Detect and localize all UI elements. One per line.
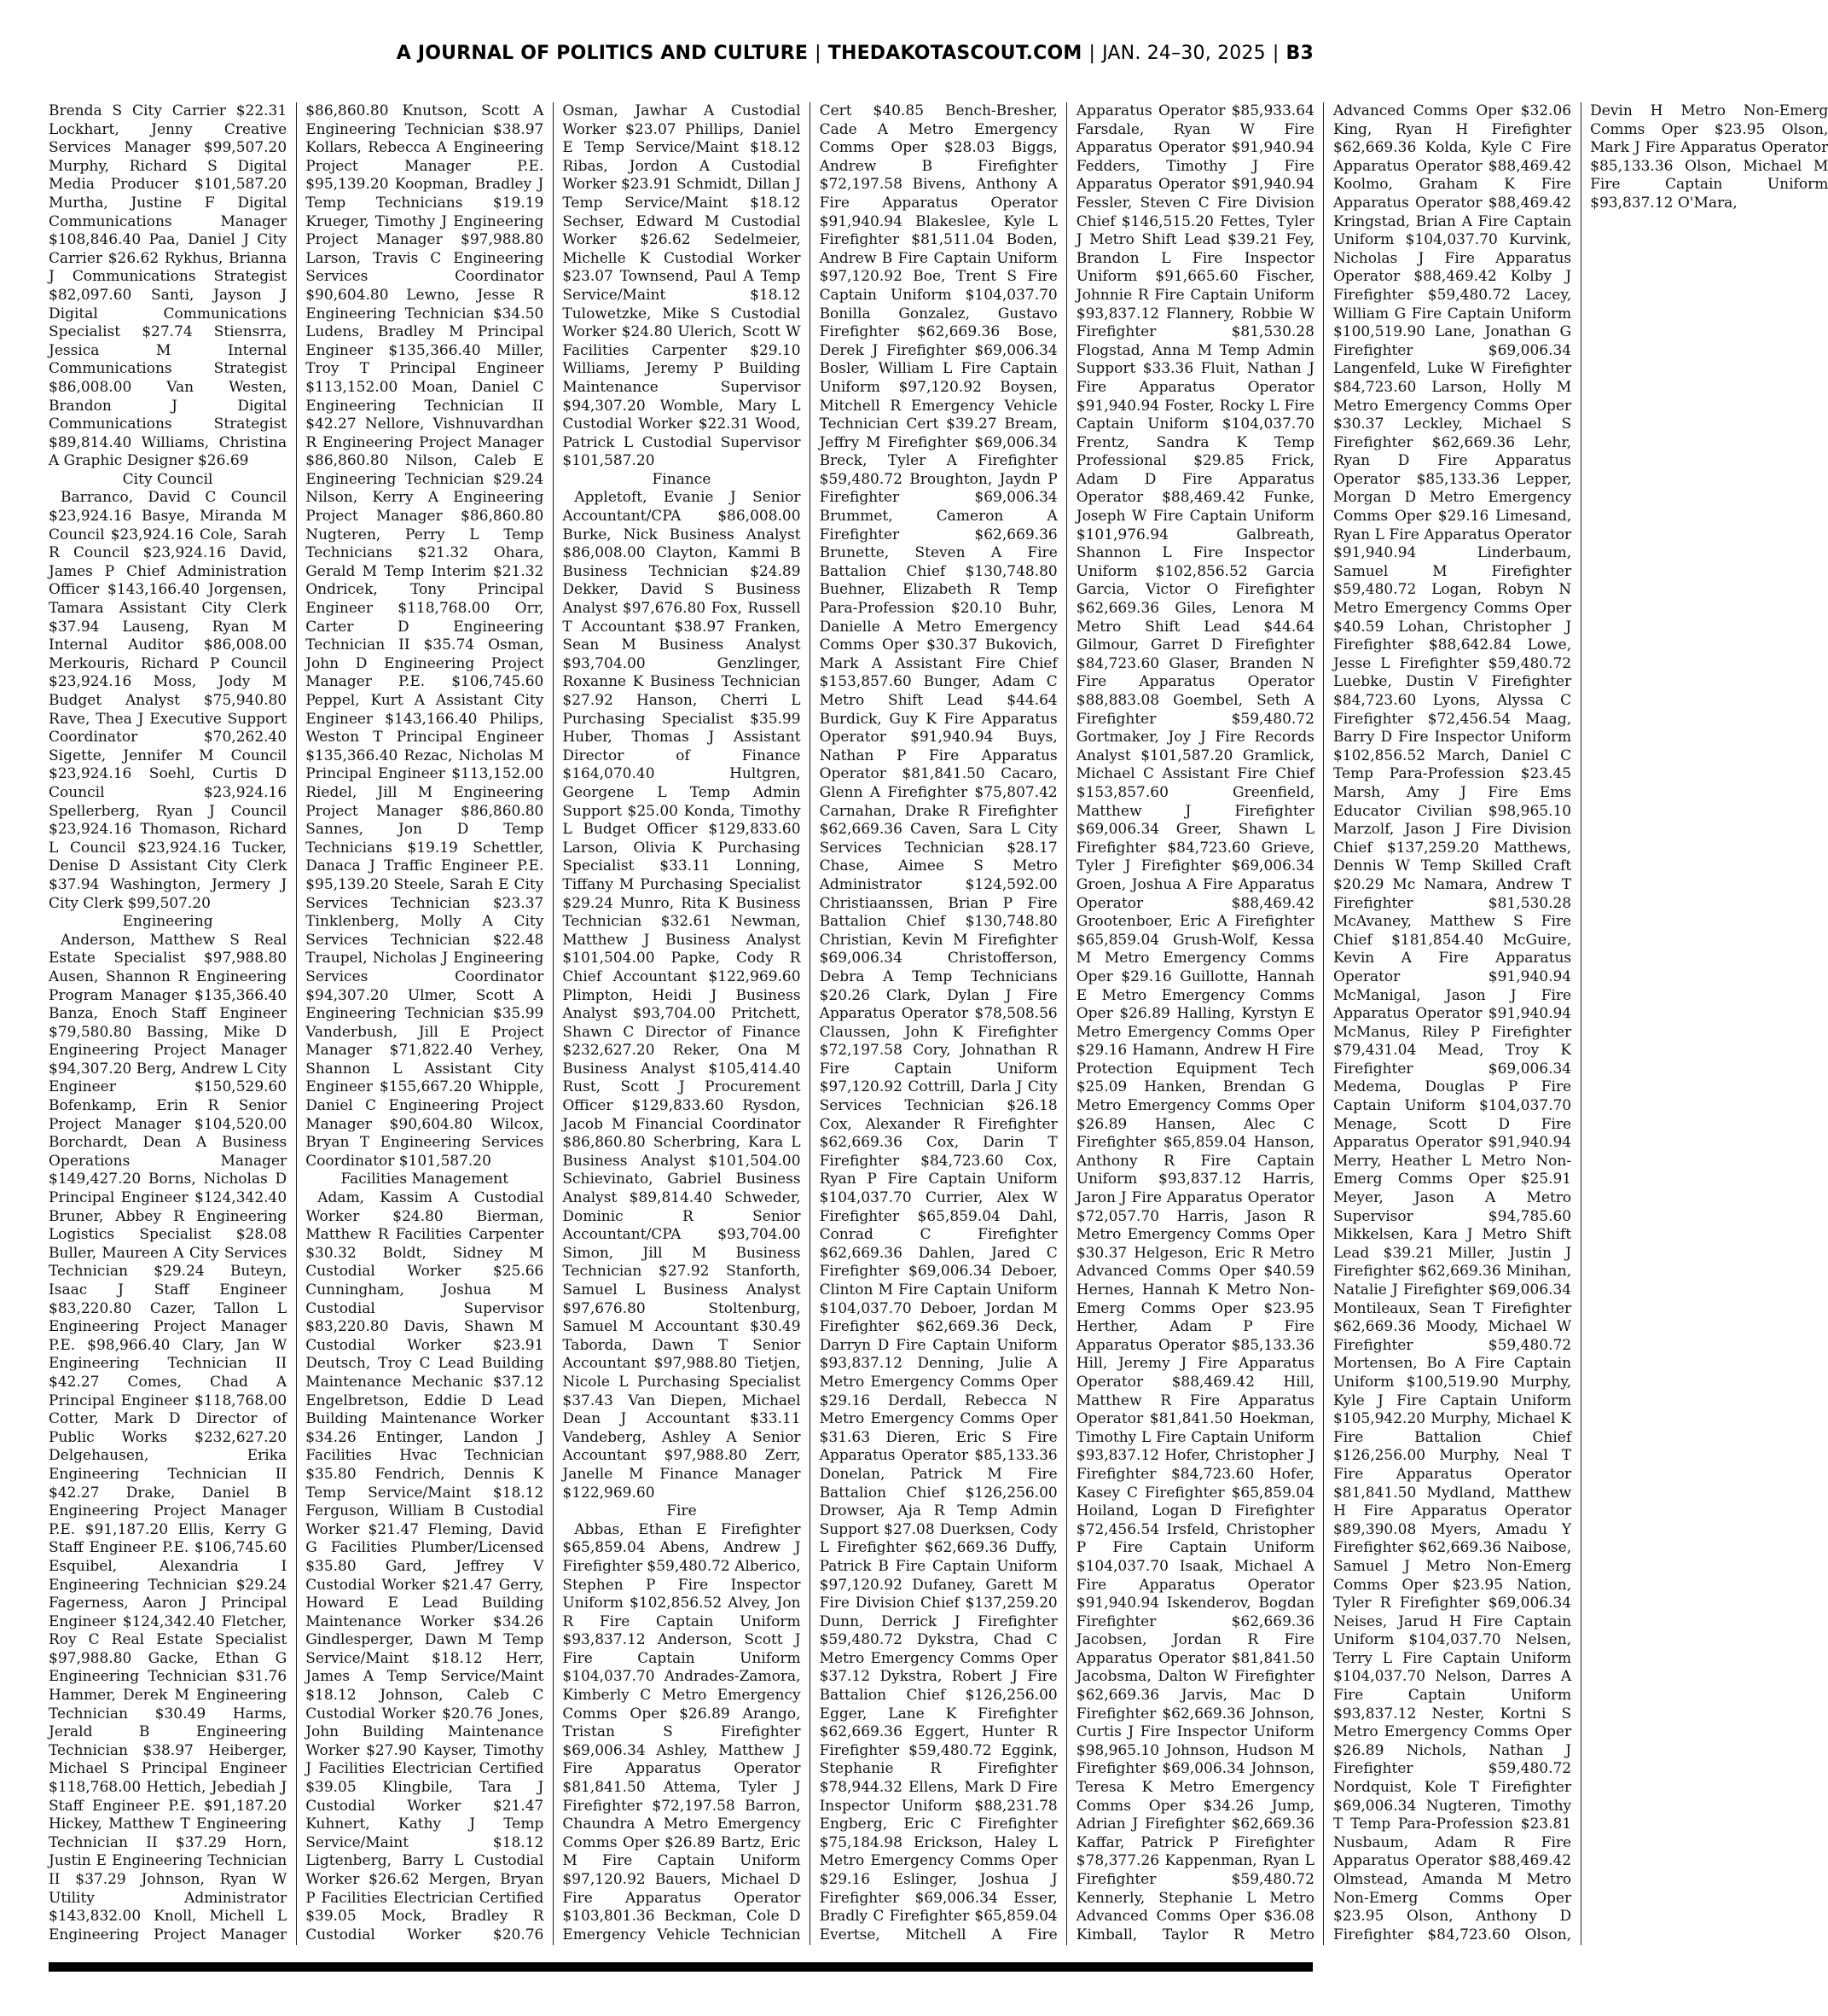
section-body-city-council: Barranco, David C Council $23,924.16 Basye, Miranda M Council $23,924.16 Cole, Sarah R Council $23,924.16 David, James P Chief Administration Officer $143,166.40 Jorgensen, Tamara Assistant City Clerk $37.94 Lauseng, Ryan M Internal Auditor $86,008.00 Merkouris, Richard P Council $23,924.16 Moss, Jody M Budget Analyst $75,940.80 Rave, Thea J Executive Support Coordinator $70,262.40 Sigette, Jennifer M Council $23,924.16 Soehl, Curtis D Council $23,924.16 Spellerberg, Ryan J Council $23,924.16 Thomason, Richard L Council $23,924.16 Tucker, Denise D Assistant City Clerk $37.94 Washington, Jermery J City Clerk $99,507.20 (49, 489, 287, 912)
section-body-facilities-management: Adam, Kassim A Custodial Worker $24.80 Bierman, Matthew R Facilities Carpenter $30.32 Boldt, Sidney M Custodial Worker $25.66 Cunningham, Joshua M Custodial Supervisor $83,220.80 Davis, Shawn M Custodial Worker $23.91 Deutsch, Troy C Lead Building Maintenance Mechanic $37.12 Engelbretson, Eddie D Lead Building Maintenance Worker $34.26 Entinger, Landon J Facilities Hvac Technician $35.80 Fendrich, Dennis K Temp Service/Maint $18.12 Ferguson, William B Custodial Worker $21.47 Fleming, David G Facilities Plumber/Licensed $35.80 Gard, Jeffrey V Custodial Worker $21.47 Gerry, Howard E Lead Building Maintenance Worker $34.26 Gindlesperger, Dawn M Temp Service/Maint $18.12 Herr, James A Temp Service/Maint $18.12 Johnson, Caleb C Custodial Worker $20.76 Jones, John Building Maintenance Worker $27.90 Kayser, Timothy J Facilities Electrician Certified $39.05 Klingbile, Tara J Custodial Worker $21.47 Kuhnert, Kathy J Temp Service/Maint $18.12 Ligtenberg, Barry L Custodial Worker $26.62 Mergen, Bryan P Facilities Electrician Certified $39.05 Mock, Bradley R Custodial Worker $20.76 Osman, Jawhar A Custodial Worker $23.07 Phillips, Daniel E Temp Service/Maint $18.12 Ribas, Jordon A Custodial Worker $23.91 Schmidt, Dillan J Temp Service/Maint $18.12 Sechser, Edward M Custodial Worker $26.62 Sedelmeier, Michelle K Custodial Worker $23.07 Townsend, Paul A Temp Service/Maint $18.12 Tulowetzke, Mike S Custodial Worker $24.80 Ulerich, Scott W Facilities Carpenter $29.10 Williams, Jeremy P Building Maintenance Supervisor $94,307.20 Womble, Mary L Custodial Worker $22.31 Wood, Patrick L Custodial Supervisor $101,587.20 (305, 102, 801, 1943)
publication-tagline: A JOURNAL OF POLITICS AND CULTURE (396, 43, 809, 64)
section-body: Brenda S City Carrier $22.31 Lockhart, Jenny Creative Services Manager $99,507.20 Murphy, Richard S Digital Media Producer $101,587.20 Murtha, Justine F Digital Communications Manager $108,846.40 Paa, Daniel J City Carrier $26.62 Rykhus, Brianna J Communications Strategist $82,097.60 Santi, Jayson J Digital Communications Specialist $27.74 Stiensrra, Jessica M Internal Communications Strategist $86,008.00 Van Westen, Brandon J Digital Communications Strategist $89,814.40 Williams, Christina A Graphic Designer $26.69 (49, 102, 287, 470)
section-body-engineering: Anderson, Matthew S Real Estate Specialist $97,988.80 Ausen, Shannon R Engineering Program Manager $135,366.40 Banza, Enoch Staff Engineer $79,580.80 Bassing, Mike D Engineering Project Manager $94,307.20 Berg, Andrew L City Engineer $150,529.60 Bofenkamp, Erin R Senior Project Manager $104,520.00 Borchardt, Dean A Business Operations Manager $149,427.20 Borns, Nicholas D Principal Engineer $124,342.40 Bruner, Abbey R Engineering Logistics Specialist $28.08 Buller, Maureen A City Services Technician $29.24 Buteyn, Isaac J Staff Engineer $83,220.80 Cazer, Tallon L Engineering Project Manager P.E. $98,966.40 Clary, Jan W Engineering Technician II $42.27 Comes, Chad A Principal Engineer $118,768.00 Cotter, Mark D Director of Public Works $232,627.20 Delgehausen, Erika Engineering Technician II $42.27 Drake, Daniel B Engineering Project Manager P.E. $91,187.20 Ellis, Kerry G Staff Engineer P.E. $106,745.60 Esquibel, Alexandria I Engineering Technician $29.24 Fagerness, Aaron J Principal Engineer $124,342.40 Fletcher, Roy C Real Estate Specialist $97,988.80 Gacke, Ethan G Engineering Technician $31.76 Hammer, Derek M Engineering Technician $30.49 Harms, Jerald B Engineering Technician $38.97 Heiberger, Michael S Principal Engineer $118,768.00 Hettich, Jebediah J Staff Engineer P.E. $91,187.20 Hickey, Matthew T Engineering Technician II $37.29 Horn, Justin E Engineering Technician II $37.29 Johnson, Ryan W Utility Administrator $143,832.00 Knoll, Michell L Engineering Project Manager $86,860.80 Knutson, Scott A Engineering Technician $38.97 Kollars, Rebecca A Engineering Project Manager P.E. $95,139.20 Koopman, Bradley J Temp Technicians $19.19 Krueger, Timothy J Engineering Project Manager $97,988.80 Larson, Travis C Engineering Services Coordinator $90,604.80 Lewno, Jesse R Engineering Technician $34.50 Ludens, Bradley M Principal Engineer $135,366.40 Miller, Troy T Principal Engineer $113,152.00 Moan, Daniel C Engineering Technician II $42.27 Nellore, Vishnuvardhan R Engineering Project Manager $86,860.80 Nilson, Caleb E Engineering Technician $29.24 Nilson, Kerry A Engineering Project Manager $86,860.80 Nugteren, Perry L Temp Technicians $21.32 Ohara, Gerald M Temp Interim $21.32 Ondricek, Tony Principal Engineer $118,768.00 Orr, Carter D Engineering Technician II $35.74 Osman, John D Engineering Project Manager P.E. $106,745.60 Peppel, Kurt A Assistant City Engineer $143,166.40 Philips, Weston T Principal Engineer $135,366.40 Rezac, Nicholas M Principal Engineer $113,152.00 Riedel, Jill M Engineering Project Manager $86,860.80 Sannes, Jon D Temp Technicians $19.19 Schettler, Danaca J Traffic Engineer P.E. $95,139.20 Steele, Sarah E City Services Technician $23.37 Tinklenberg, Molly A City Services Technician $22.48 Traupel, Nicholas J Engineering Services Coordinator $94,307.20 Ulmer, Scott A Engineering Technician $35.99 Vanderbush, Jill E Project Manager $71,822.40 Verhey, Shannon L Assistant City Engineer $155,667.20 Whipple, Daniel C Engineering Project Manager $90,604.80 Wilcox, Bryan T Engineering Services Coordinator $101,587.20 (49, 102, 544, 1943)
website-link[interactable]: THEDAKOTASCOUT.COM (827, 43, 1082, 64)
section-heading-city-council: City Council (122, 470, 213, 488)
section-heading-engineering: Engineering (122, 913, 213, 931)
header-separator: | (1088, 43, 1096, 64)
section-heading-facilities-management: Facilities Management (340, 1171, 509, 1188)
issue-date: JAN. 24–30, 2025 (1102, 43, 1266, 64)
header-separator: | (815, 43, 821, 64)
section-heading-fire: Fire (666, 1502, 697, 1520)
bottom-rule (49, 1962, 1313, 1972)
section-heading-finance: Finance (652, 470, 711, 488)
page-header (48, 43, 1314, 64)
header-separator: | (1272, 43, 1280, 64)
section-body-fire: Abbas, Ethan E Firefighter $65,859.04 Abens, Andrew J Firefighter $59,480.72 Alberico, Stephen P Fire Inspector Uniform $102,856.52 Alvey, Jon R Fire Captain Uniform $93,837.12 Anderson, Scott J Fire Captain Uniform $104,037.70 Andrades-Zamora, Kimberly C Metro Emergency Comms Oper $26.89 Arango, Tristan S Firefighter $69,006.34 Ashley, Matthew J Fire Apparatus Operator $81,841.50 Attema, Tyler J Firefighter $72,197.58 Barron, Chaundra A Metro Emergency Comms Oper $26.89 Bartz, Eric M Fire Captain Uniform $97,120.92 Bauers, Michael D Fire Apparatus Operator $103,801.36 Beckman, Cole D Emergency Vehicle Technician Cert $40.85 Bench-Bresher, Cade A Metro Emergency Comms Oper $28.03 Biggs, Andrew B Firefighter $72,197.58 Bivens, Anthony A Fire Apparatus Operator $91,940.94 Blakeslee, Kyle L Firefighter $81,511.04 Boden, Andrew B Fire Captain Uniform $97,120.92 Boe, Trent S Fire Captain Uniform $104,037.70 Bonilla Gonzalez, Gustavo Firefighter $62,669.36 Bose, Derek J Firefighter $69,006.34 Bosler, William L Fire Captain Uniform $97,120.92 Boysen, Mitchell R Emergency Vehicle Technician Cert $39.27 Bream, Jeffry M Firefighter $69,006.34 Breck, Tyler A Firefighter $59,480.72 Broughton, Jaydn P Firefighter $69,006.34 Brummet, Cameron A Firefighter $62,669.36 Brunette, Steven A Fire Battalion Chief $130,748.80 Buehner, Elizabeth R Temp Para-Profession $20.10 Buhr, Danielle A Metro Emergency Comms Oper $30.37 Bukovich, Mark A Assistant Fire Chief $153,857.60 Bunger, Adam C Metro Shift Lead $44.64 Burdick, Guy K Fire Apparatus Operator $91,940.94 Buys, Nathan P Fire Apparatus Operator $81,841.50 Cacaro, Glenn A Firefighter $75,807.42 Carnahan, Drake R Firefighter $62,669.36 Caven, Sara L City Services Technician $28.17 Chase, Aimee S Metro Administrator $124,592.00 Christiaanssen, Brian P Fire Battalion Chief $130,748.80 Christian, Kevin M Firefighter $69,006.34 Christofferson, Debra A Temp Technicians $20.26 Clark, Dylan J Fire Apparatus Operator $78,508.56 Claussen, John K Firefighter $72,197.58 Cory, Johnathan R Fire Captain Uniform $97,120.92 Cottrill, Darla J City Services Technician $26.18 Cox, Alexander R Firefighter $62,669.36 Cox, Darin T Firefighter $84,723.60 Cox, Ryan P Fire Captain Uniform $104,037.70 Currier, Alex W Firefighter $65,859.04 Dahl, Conrad C Firefighter $62,669.36 Dahlen, Jared C Firefighter $69,006.34 Deboer, Clinton M Fire Captain Uniform $104,037.70 Deboer, Jordan M Firefighter $62,669.36 Deck, Darryn D Fire Captain Uniform $93,837.12 Denning, Julie A Metro Emergency Comms Oper $29.16 Derdall, Rebecca N Metro Emergency Comms Oper $31.63 Dieren, Eric S Fire Apparatus Operator $85,133.36 Donelan, Patrick M Fire Battalion Chief $126,256.00 Drowser, Aja R Temp Admin Support $27.08 Duerksen, Cody L Firefighter $62,669.36 Duffy, Patrick B Fire Captain Uniform $97,120.92 Dufaney, Garett M Fire Division Chief $137,259.20 Dunn, Derrick J Firefighter $59,480.72 Dykstra, Chad C Metro Emergency Comms Oper $37.12 Dykstra, Robert J Fire Battalion Chief $126,256.00 Egger, Lane K Firefighter $62,669.36 Eggert, Hunter R Firefighter $59,480.72 Eggink, Stephanie R Firefighter $78,944.32 Ellens, Mark D Fire Inspector Uniform $88,231.78 Engberg, Eric C Firefighter $75,184.98 Erickson, Haley L Metro Emergency Comms Oper $29.16 Eslinger, Joshua J Firefighter $69,006.34 Esser, Bradly C Firefighter $65,859.04 Evertse, Mitchell A Fire Apparatus Operator $85,933.64 Farsdale, Ryan W Fire Apparatus Operator $91,940.94 Fedders, Timothy J Fire Apparatus Operator $91,940.94 Fessler, Steven C Fire Division Chief $146,515.20 Fettes, Tyler J Metro Shift Lead $39.21 Fey, Brandon L Fire Inspector Uniform $91,665.60 Fischer, Johnnie R Fire Captain Uniform $93,837.12 Flannery, Robbie W Firefighter $81,530.28 Flogstad, Anna M Temp Admin Support $33.36 Fluit, Nathan J Fire Apparatus Operator $91,940.94 Foster, Rocky L Fire Captain Uniform $104,037.70 Frentz, Sandra K Temp Professional $29.85 Frick, Adam D Fire Apparatus Operator $88,469.42 Funke, Joseph W Fire Captain Uniform $101,976.94 Galbreath, Shannon L Fire Inspector Uniform $102,856.52 Garcia Garcia, Victor O Firefighter $62,669.36 Giles, Lenora M Metro Shift Lead $44.64 Gilmour, Garret D Firefighter $84,723.60 Glaser, Branden N Fire Apparatus Operator $88,883.08 Goembel, Seth A Firefighter $59,480.72 Gortmaker, Joy J Fire Records Analyst $101,587.20 Gramlick, Michael C Assistant Fire Chief $153,857.60 Greenfield, Matthew J Firefighter $69,006.34 Greer, Shawn L Firefighter $84,723.60 Grieve, Tyler J Firefighter $69,006.34 Groen, Joshua A Fire Apparatus Operator $88,469.42 Grootenboer, Eric A Firefighter $65,859.04 Grush-Wolf, Kessa M Metro Emergency Comms Oper $29.16 Guillotte, Hannah E Metro Emergency Comms Oper $26.89 Halling, Kyrstyn E Metro Emergency Comms Oper $29.16 Hamann, Andrew H Fire Protection Equipment Tech $25.09 Hanken, Brendan G Metro Emergency Comms Oper $26.89 Hansen, Alec C Firefighter $65,859.04 Hanson, Anthony R Fire Captain Uniform $93,837.12 Harris, Jaron J Fire Apparatus Operator $72,057.70 Harris, Jason R Metro Emergency Comms Oper $30.37 Helgeson, Eric R Metro Advanced Comms Oper $40.59 Hernes, Hannah K Metro Non-Emerg Comms Oper $23.95 Herther, Adam P Fire Apparatus Operator $85,133.36 Hill, Jeremy J Fire Apparatus Operator $88,469.42 Hill, Matthew R Fire Apparatus Operator $81,841.50 Hoekman, Timothy L Fire Captain Uniform $93,837.12 Hofer, Christopher J Firefighter $84,723.60 Hofer, Kasey C Firefighter $65,859.04 Hoiland, Logan D Firefighter $72,456.54 Irsfeld, Christopher P Fire Captain Uniform $104,037.70 Isaak, Michael A Fire Apparatus Operator $91,940.94 Iskenderov, Bogdan Firefighter $62,669.36 Jacobsen, Jordan R Fire Apparatus Operator $81,841.50 Jacobsma, Dalton W Firefighter $62,669.36 Jarvis, Mac D Firefighter $62,669.36 Johnson, Curtis J Fire Inspector Uniform $98,965.10 Johnson, Hudson M Firefighter $69,006.34 Johnson, Teresa K Metro Emergency Comms Oper $34.26 Jump, Adrian J Firefighter $62,669.36 Kaffar, Patrick P Firefighter $78,377.26 Kappenman, Ryan L Firefighter $59,480.72 Kennerly, Stephanie L Metro Advanced Comms Oper $36.08 Kimball, Taylor R Metro Advanced Comms Oper $32.06 King, Ryan H Firefighter $62,669.36 Kolda, Kyle C Fire Apparatus Operator $88,469.42 Koolmo, Graham K Fire Apparatus Operator $88,469.42 Kringstad, Brian A Fire Captain Uniform $104,037.70 Kurvink, Nicholas J Fire Apparatus Operator $88,469.42 Kolby J Firefighter $59,480.72 Lacey, William G Fire Captain Uniform $100,519.90 Lane, Jonathan G Firefighter $69,006.34 Langenfeld, Luke W Firefighter $84,723.60 Larson, Holly M Metro Emergency Comms Oper $30.37 Leckley, Michael S Firefighter $62,669.36 Lehr, Ryan D Fire Apparatus Operator $85,133.36 Lepper, Morgan D Metro Emergency Comms Oper $29.16 Limesand, Ryan L Fire Apparatus Operator $91,940.94 Linderbaum, Samuel M Firefighter $59,480.72 Logan, Robyn N Metro Emergency Comms Oper $40.59 Lohan, Christopher J Firefighter $88,642.84 Lowe, Jesse L Firefighter $59,480.72 Luebke, Dustin V Firefighter $84,723.60 Lyons, Alyssa C Firefighter $72,456.54 Maag, Barry D Fire Inspector Uniform $102,856.52 March, Daniel C Temp Para-Profession $23.45 Marsh, Amy J Fire Ems Educator Civilian $98,965.10 Marzolf, Jason J Fire Division Chief $137,259.20 Matthews, Dennis W Temp Skilled Craft $20.29 Mc Namara, Andrew T Firefighter $81,530.28 McAvaney, Matthew S Fire Chief $181,854.40 McGuire, Kevin A Fire Apparatus Operator $91,940.94 McManigal, Jason J Fire Apparatus Operator $91,940.94 McManus, Riley P Firefighter $79,431.04 Mead, Troy K Firefighter $69,006.34 Medema, Douglas P Fire Captain Uniform $104,037.70 Menage, Scott D Fire Apparatus Operator $91,940.94 Merry, Heather L Metro Non-Emerg Comms Oper $25.91 Meyer, Jason A Metro Supervisor $94,785.60 Mikkelsen, Kara J Metro Shift Lead $39.21 Miller, Justin J Firefighter $62,669.36 Minihan, Natalie J Firefighter $69,006.34 Montileaux, Sean T Firefighter $62,669.36 Moody, Michael W Firefighter $59,480.72 Mortensen, Bo A Fire Captain Uniform $100,519.90 Murphy, Kyle J Fire Captain Uniform $105,942.20 Murphy, Michael K Fire Battalion Chief $126,256.00 Murphy, Neal T Fire Apparatus Operator $81,841.50 Mydland, Matthew H Fire Apparatus Operator $89,390.08 Myers, Amadu Y Firefighter $62,669.36 Naibose, Samuel J Metro Non-Emerg Comms Oper $23.95 Nation, Tyler R Firefighter $69,006.34 Neises, Jarud H Fire Captain Uniform $104,037.70 Nelsen, Terry L Fire Captain Uniform $104,037.70 Nelson, Darres A Fire Captain Uniform $93,837.12 Nester, Kortni S Metro Emergency Comms Oper $26.89 Nichols, Nathan J Firefighter $59,480.72 Nordquist, Kole T Firefighter $69,006.34 Nugteren, Timothy T Temp Para-Profession $23.81 Nusbaum, Adam R Fire Apparatus Operator $88,469.42 Olmstead, Amanda M Metro Non-Emerg Comms Oper $23.95 Olson, Anthony D Firefighter $84,723.60 Olson, Devin H Metro Non-Emerg Comms Oper $23.95 Olson, Mark J Fire Apparatus Operator $85,133.36 Olson, Michael M Fire Captain Uniform $93,837.12 O'Mara, (562, 102, 1828, 1943)
salary-listing-columns (49, 102, 1828, 1945)
page-number: B3 (1285, 43, 1314, 64)
section-body-finance: Appletoft, Evanie J Senior Accountant/CPA $86,008.00 Burke, Nick Business Analyst $86,008.00 Clayton, Kammi B Business Technician $24.89 Dekker, David S Business Analyst $97,676.80 Fox, Russell T Accountant $38.97 Franken, Sean M Business Analyst $93,704.00 Genzlinger, Roxanne K Business Technician $27.92 Hanson, Cherri L Purchasing Specialist $35.99 Huber, Thomas J Assistant Director of Finance $164,070.40 Hultgren, Georgene L Temp Admin Support $25.00 Konda, Timothy L Budget Officer $129,833.60 Larson, Olivia K Purchasing Specialist $33.11 Lonning, Tiffany M Purchasing Specialist $29.24 Munro, Rita K Business Technician $32.61 Newman, Matthew J Business Analyst $101,504.00 Papke, Cody R Chief Accountant $122,969.60 Plimpton, Heidi J Business Analyst $93,704.00 Pritchett, Shawn C Director of Finance $232,627.20 Reker, Ona M Business Analyst $105,414.40 Rust, Scott J Procurement Officer $129,833.60 Rysdon, Jacob M Financial Coordinator $86,860.80 Scherbring, Kara L Business Analyst $101,504.00 Schievinato, Gabriel Business Analyst $89,814.40 Schweder, Dominic R Senior Accountant/CPA $93,704.00 Simon, Jill M Business Technician $27.92 Stanforth, Samuel L Business Analyst $97,676.80 Stoltenburg, Samuel M Accountant $30.49 Taborda, Dawn T Senior Accountant $97,988.80 Tietjen, Nicole L Purchasing Specialist $37.43 Van Diepen, Michael Dean J Accountant $33.11 Vandeberg, Ashley A Senior Accountant $97,988.80 Zerr, Janelle M Finance Manager $122,969.60 (562, 489, 801, 1502)
